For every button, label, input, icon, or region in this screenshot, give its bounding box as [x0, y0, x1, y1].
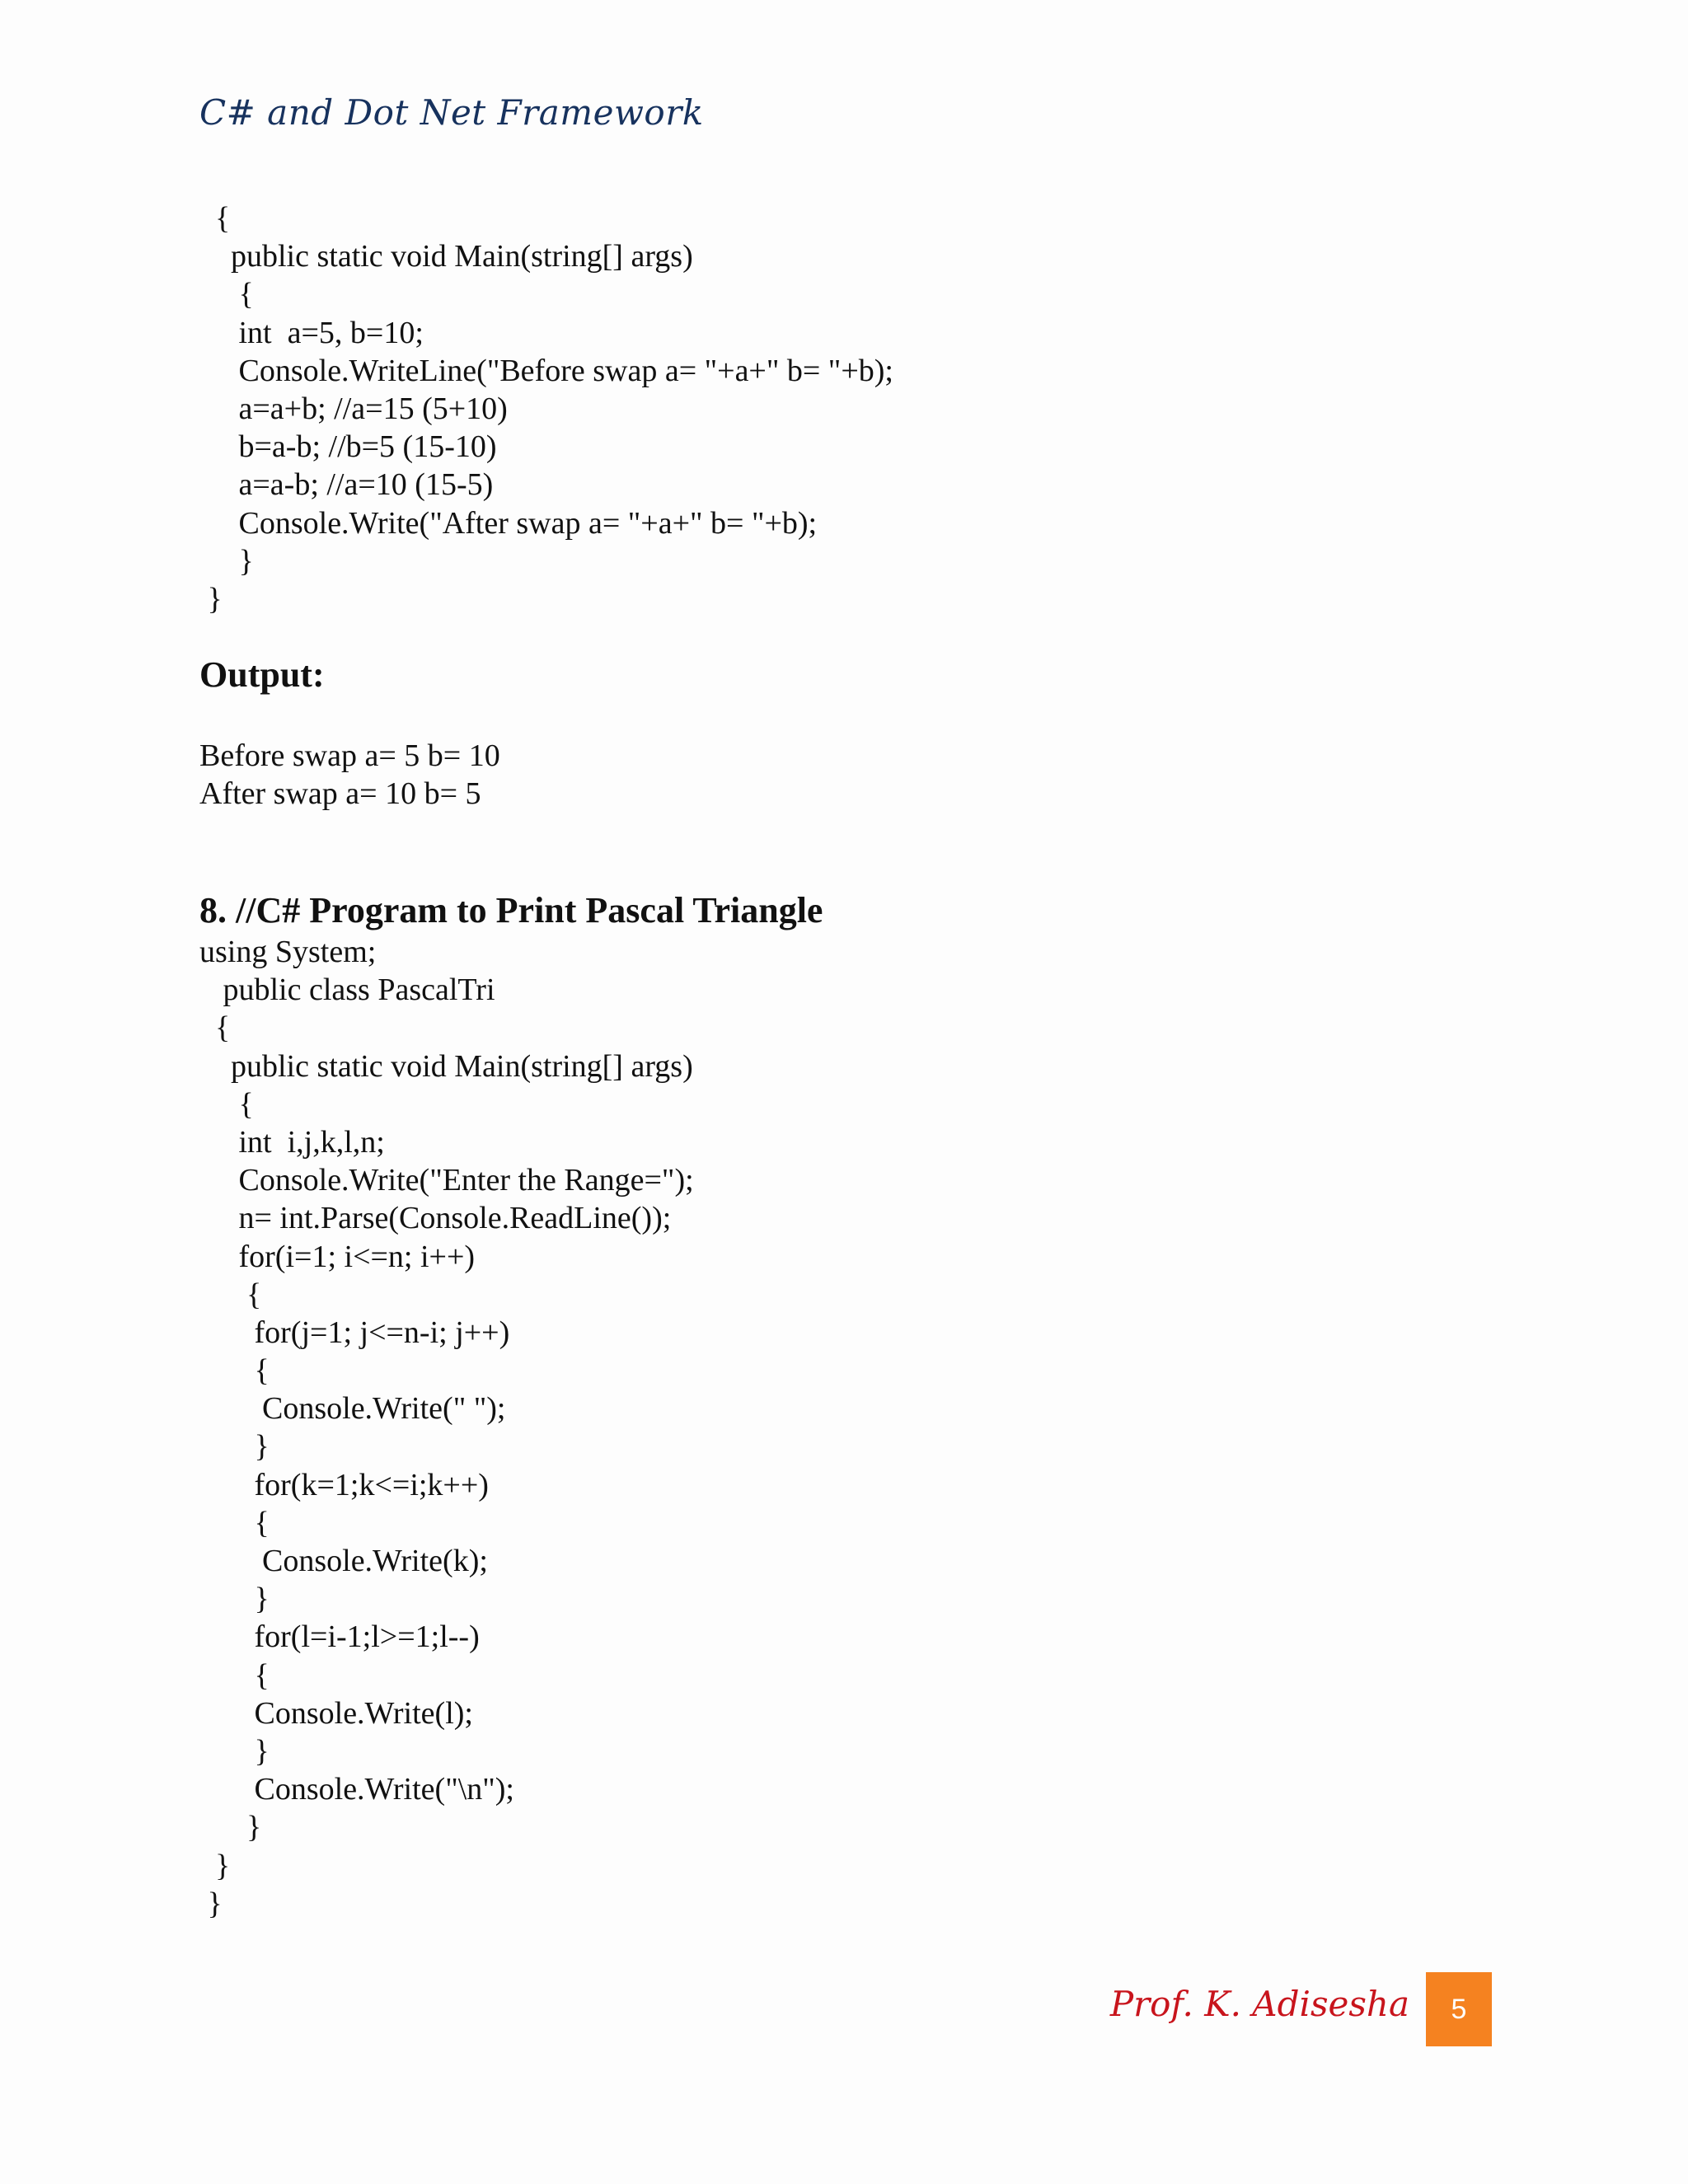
code-line: { [199, 277, 254, 312]
output-line: Before swap a= 5 b= 10 [199, 738, 500, 773]
code-line: a=a+b; //a=15 (5+10) [199, 391, 508, 426]
code-line: { [199, 201, 231, 236]
code-line: public static void Main(string[] args) [199, 1048, 693, 1084]
running-header: C# and Dot Net Framework [199, 92, 704, 133]
page-number-badge [1426, 1972, 1492, 2046]
author-name: Prof. K. Adisesha [1109, 1984, 1409, 2024]
code-line: { [199, 1353, 270, 1389]
code-line: Console.WriteLine("Before swap a= "+a+" b= "+b); [199, 353, 893, 388]
code-line: } [199, 581, 223, 616]
output-heading: Output: [199, 654, 325, 695]
section-heading: 8. //C# Program to Print Pascal Triangle [199, 890, 823, 930]
code-line: public class PascalTri [199, 972, 495, 1008]
code-line: { [199, 1505, 270, 1540]
code-line: using System; [199, 935, 377, 969]
output-line: After swap a= 10 b= 5 [199, 776, 481, 812]
page-number: 5 [1451, 1993, 1467, 2025]
code-line: } [199, 1886, 223, 1921]
code-line: } [199, 1582, 270, 1617]
code-line: int a=5, b=10; [199, 315, 424, 350]
code-line: Console.Write("\n"); [199, 1772, 514, 1807]
code-line: for(j=1; j<=n-i; j++) [199, 1315, 510, 1350]
code-line: } [199, 1429, 270, 1465]
code-line: for(k=1;k<=i;k++) [199, 1467, 489, 1502]
code-line: { [199, 1657, 270, 1693]
page-footer [1071, 1972, 1492, 2046]
code-line: a=a-b; //a=10 (15-5) [199, 467, 494, 503]
code-line: Console.Write("After swap a= "+a+" b= "+b); [199, 505, 818, 541]
code-line: } [199, 1848, 231, 1883]
code-block-pascal [199, 933, 694, 1923]
code-line: b=a-b; //b=5 (15-10) [199, 429, 497, 465]
code-line: } [199, 1810, 262, 1845]
code-line: } [199, 543, 254, 579]
code-line: Console.Write(l); [199, 1695, 473, 1731]
output-block [199, 737, 500, 813]
code-line: n= int.Parse(Console.ReadLine()); [199, 1201, 672, 1236]
code-line: { [199, 1086, 254, 1122]
code-line: public static void Main(string[] args) [199, 239, 693, 274]
code-line: for(l=i-1;l>=1;l--) [199, 1619, 480, 1655]
code-line: { [199, 1010, 231, 1046]
code-line: int i,j,k,l,n; [199, 1124, 385, 1160]
code-line: } [199, 1733, 270, 1769]
code-line: { [199, 1277, 262, 1312]
code-block-swap [199, 199, 893, 618]
code-line: Console.Write(" "); [199, 1391, 506, 1427]
code-line: for(i=1; i<=n; i++) [199, 1239, 476, 1274]
code-line: Console.Write(k); [199, 1544, 488, 1578]
code-line: Console.Write("Enter the Range="); [199, 1163, 694, 1198]
